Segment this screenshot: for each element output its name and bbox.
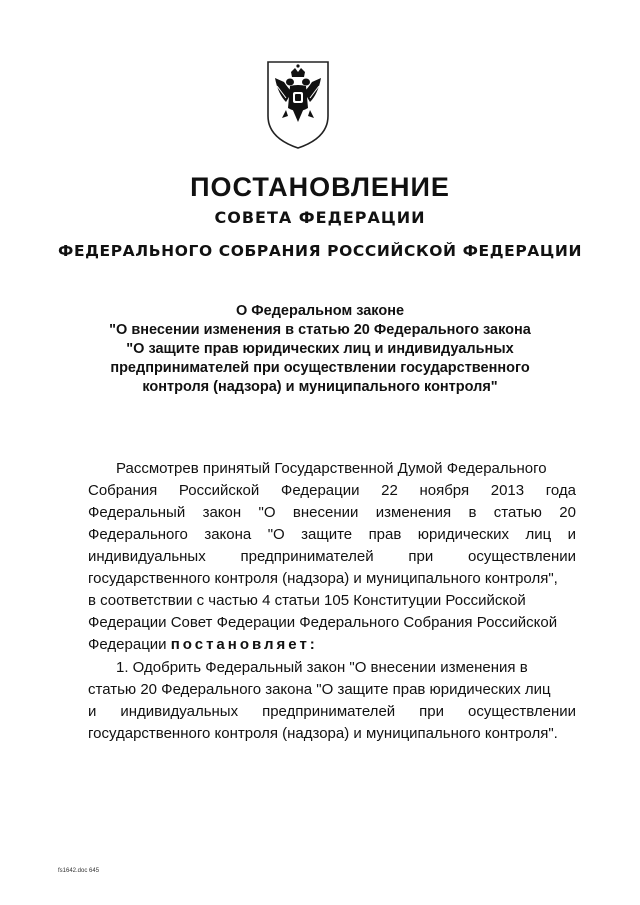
subject-line: "О внесении изменения в статью 20 Федерального закона	[109, 322, 531, 338]
subject-line: "О защите прав юридических лиц и индивидуальных	[126, 341, 514, 357]
body-line: и индивидуальных предпринимателей при осуществлении	[88, 703, 576, 720]
resolution-item-1	[88, 657, 576, 745]
document-file-code: fs1642.doc 645	[58, 868, 100, 874]
body-line: государственного контроля (надзора) и муниципального контроля",	[88, 570, 558, 587]
preamble-paragraph	[88, 458, 576, 656]
coat-of-arms-icon	[264, 58, 332, 150]
issuer-line-1: СОВЕТА ФЕДЕРАЦИИ	[214, 208, 426, 227]
body-line: статью 20 Федерального закона "О защите прав юридических лиц	[88, 681, 551, 698]
body-line: Федеральный закон "О внесении изменения в статью 20	[88, 504, 576, 521]
body-line: в соответствии с частью 4 статьи 105 Конституции Российской	[88, 592, 526, 609]
subject-line: О Федеральном законе	[235, 303, 405, 319]
body-line: Федерального закона "О защите прав юридических лиц и	[88, 526, 576, 543]
body-line: государственного контроля (надзора) и муниципального контроля".	[88, 725, 558, 742]
body-line: Рассмотрев принятый Государственной Думой Федерального	[116, 460, 547, 477]
resolution-keyword: постановляет:	[170, 636, 318, 653]
issuer-line-2: ФЕДЕРАЛЬНОГО СОБРАНИЯ РОССИЙСКОЙ ФЕДЕРАЦИИ	[57, 242, 583, 260]
body-line: индивидуальных предпринимателей при осуществлении	[88, 548, 576, 565]
document-subject	[60, 302, 580, 397]
body-line: 1. Одобрить Федеральный закон "О внесении изменения в	[116, 659, 528, 676]
body-line: Собрания Российской Федерации 22 ноября 2013 года	[88, 482, 576, 499]
body-line-prefix: Федерации	[88, 636, 167, 653]
document-title: ПОСТАНОВЛЕНИЕ	[190, 172, 450, 202]
subject-line: контроля (надзора) и муниципального контроля"	[142, 379, 498, 395]
subject-line: предпринимателей при осуществлении государственного	[110, 360, 530, 376]
body-line-last	[88, 634, 576, 656]
body-line: Федерации Совет Федерации Федерального Собрания Российской	[88, 614, 558, 631]
